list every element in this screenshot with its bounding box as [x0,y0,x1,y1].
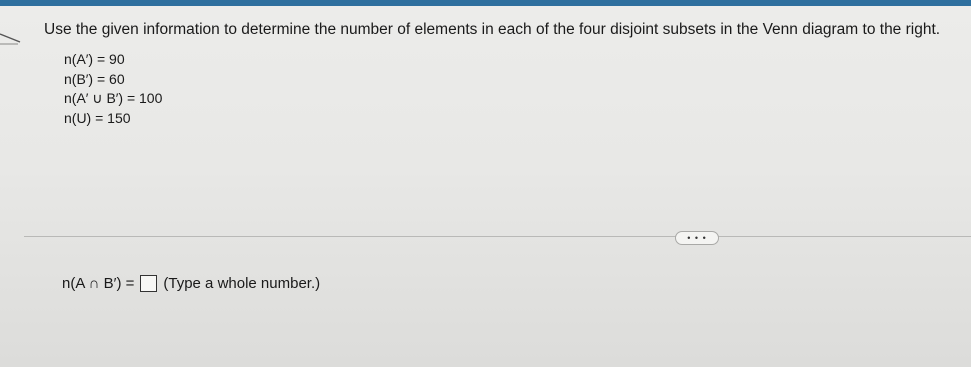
collapse-handle-icon[interactable] [0,30,24,54]
answer-row [62,275,320,292]
answer-hint: (Type a whole number.) [163,275,321,292]
answer-input[interactable] [140,275,157,292]
given-n-a-complement: n(A′) = 90 [64,51,125,67]
top-accent-bar [0,0,971,6]
question-instructions: Use the given information to determine the number of elements in each of the four disjoint subsets in the Venn diagram to the right. [44,21,941,38]
given-information [64,50,162,128]
given-n-b-complement: n(B′) = 60 [64,70,125,87]
section-divider [24,236,971,237]
given-n-universe: n(U) = 150 [64,109,131,126]
more-options-button[interactable]: • • • [675,231,719,245]
answer-expression: n(A ∩ B′) = [62,275,135,292]
given-n-union-complements: n(A′ ∪ B′) = 100 [64,90,163,106]
